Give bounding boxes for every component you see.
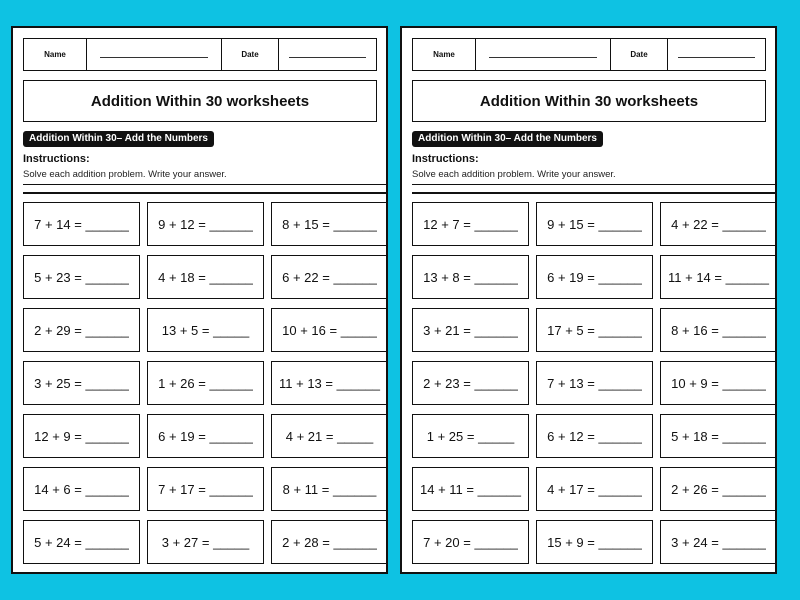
problem-box[interactable]: 7 + 13 = ______ bbox=[536, 361, 653, 405]
divider bbox=[23, 184, 388, 185]
problem-box[interactable]: 9 + 12 = ______ bbox=[147, 202, 264, 246]
problem-box[interactable]: 10 + 9 = ______ bbox=[660, 361, 777, 405]
worksheet-title: Addition Within 30 worksheets bbox=[23, 80, 377, 122]
problem-box[interactable]: 17 + 5 = ______ bbox=[536, 308, 653, 352]
name-date-bar bbox=[412, 38, 766, 71]
problem-box[interactable]: 15 + 9 = ______ bbox=[536, 520, 653, 564]
problem-grid bbox=[23, 202, 387, 564]
worksheet-right bbox=[400, 26, 777, 574]
divider bbox=[412, 184, 777, 185]
problem-box[interactable]: 2 + 28 = ______ bbox=[271, 520, 388, 564]
problem-box[interactable]: 4 + 22 = ______ bbox=[660, 202, 777, 246]
section-badge: Addition Within 30– Add the Numbers bbox=[23, 131, 214, 147]
problem-box[interactable]: 5 + 18 = ______ bbox=[660, 414, 777, 458]
problem-box[interactable]: 3 + 25 = ______ bbox=[23, 361, 140, 405]
problem-box[interactable]: 7 + 14 = ______ bbox=[23, 202, 140, 246]
instructions-text: Solve each addition problem. Write your answer. bbox=[412, 169, 616, 180]
problem-box[interactable]: 4 + 17 = ______ bbox=[536, 467, 653, 511]
problem-box[interactable]: 5 + 23 = ______ bbox=[23, 255, 140, 299]
problem-box[interactable]: 2 + 29 = ______ bbox=[23, 308, 140, 352]
problem-box[interactable]: 10 + 16 = _____ bbox=[271, 308, 388, 352]
problem-box[interactable]: 6 + 12 = ______ bbox=[536, 414, 653, 458]
problem-box[interactable]: 1 + 25 = _____ bbox=[412, 414, 529, 458]
problem-box[interactable]: 3 + 21 = ______ bbox=[412, 308, 529, 352]
worksheet-left bbox=[11, 26, 388, 574]
problem-box[interactable]: 8 + 16 = ______ bbox=[660, 308, 777, 352]
problem-box[interactable]: 13 + 5 = _____ bbox=[147, 308, 264, 352]
problem-box[interactable]: 11 + 14 = ______ bbox=[660, 255, 777, 299]
problem-box[interactable]: 2 + 26 = ______ bbox=[660, 467, 777, 511]
problem-box[interactable]: 4 + 18 = ______ bbox=[147, 255, 264, 299]
problem-box[interactable]: 6 + 22 = ______ bbox=[271, 255, 388, 299]
name-field[interactable] bbox=[489, 57, 596, 58]
problem-box[interactable]: 12 + 7 = ______ bbox=[412, 202, 529, 246]
name-date-bar bbox=[23, 38, 377, 71]
instructions-heading: Instructions: bbox=[23, 153, 90, 165]
problem-box[interactable]: 12 + 9 = ______ bbox=[23, 414, 140, 458]
problem-grid bbox=[412, 202, 776, 564]
section-badge: Addition Within 30– Add the Numbers bbox=[412, 131, 603, 147]
date-field[interactable] bbox=[289, 57, 367, 58]
problem-box[interactable]: 8 + 15 = ______ bbox=[271, 202, 388, 246]
problem-box[interactable]: 3 + 27 = _____ bbox=[147, 520, 264, 564]
problem-box[interactable]: 5 + 24 = ______ bbox=[23, 520, 140, 564]
instructions-heading: Instructions: bbox=[412, 153, 479, 165]
problem-box[interactable]: 14 + 6 = ______ bbox=[23, 467, 140, 511]
worksheet-title: Addition Within 30 worksheets bbox=[412, 80, 766, 122]
problem-box[interactable]: 14 + 11 = ______ bbox=[412, 467, 529, 511]
name-label: Name bbox=[433, 50, 455, 59]
problem-box[interactable]: 9 + 15 = ______ bbox=[536, 202, 653, 246]
date-field[interactable] bbox=[678, 57, 756, 58]
problem-box[interactable]: 7 + 17 = ______ bbox=[147, 467, 264, 511]
problem-box[interactable]: 6 + 19 = ______ bbox=[536, 255, 653, 299]
problem-box[interactable]: 6 + 19 = ______ bbox=[147, 414, 264, 458]
divider bbox=[412, 192, 777, 194]
name-field[interactable] bbox=[100, 57, 207, 58]
name-label: Name bbox=[44, 50, 66, 59]
date-label: Date bbox=[630, 50, 648, 59]
problem-box[interactable]: 7 + 20 = ______ bbox=[412, 520, 529, 564]
date-label: Date bbox=[241, 50, 259, 59]
problem-box[interactable]: 3 + 24 = ______ bbox=[660, 520, 777, 564]
problem-box[interactable]: 4 + 21 = _____ bbox=[271, 414, 388, 458]
instructions-text: Solve each addition problem. Write your answer. bbox=[23, 169, 227, 180]
problem-box[interactable]: 11 + 13 = ______ bbox=[271, 361, 388, 405]
divider bbox=[23, 192, 388, 194]
problem-box[interactable]: 8 + 11 = ______ bbox=[271, 467, 388, 511]
problem-box[interactable]: 13 + 8 = ______ bbox=[412, 255, 529, 299]
problem-box[interactable]: 2 + 23 = ______ bbox=[412, 361, 529, 405]
problem-box[interactable]: 1 + 26 = ______ bbox=[147, 361, 264, 405]
